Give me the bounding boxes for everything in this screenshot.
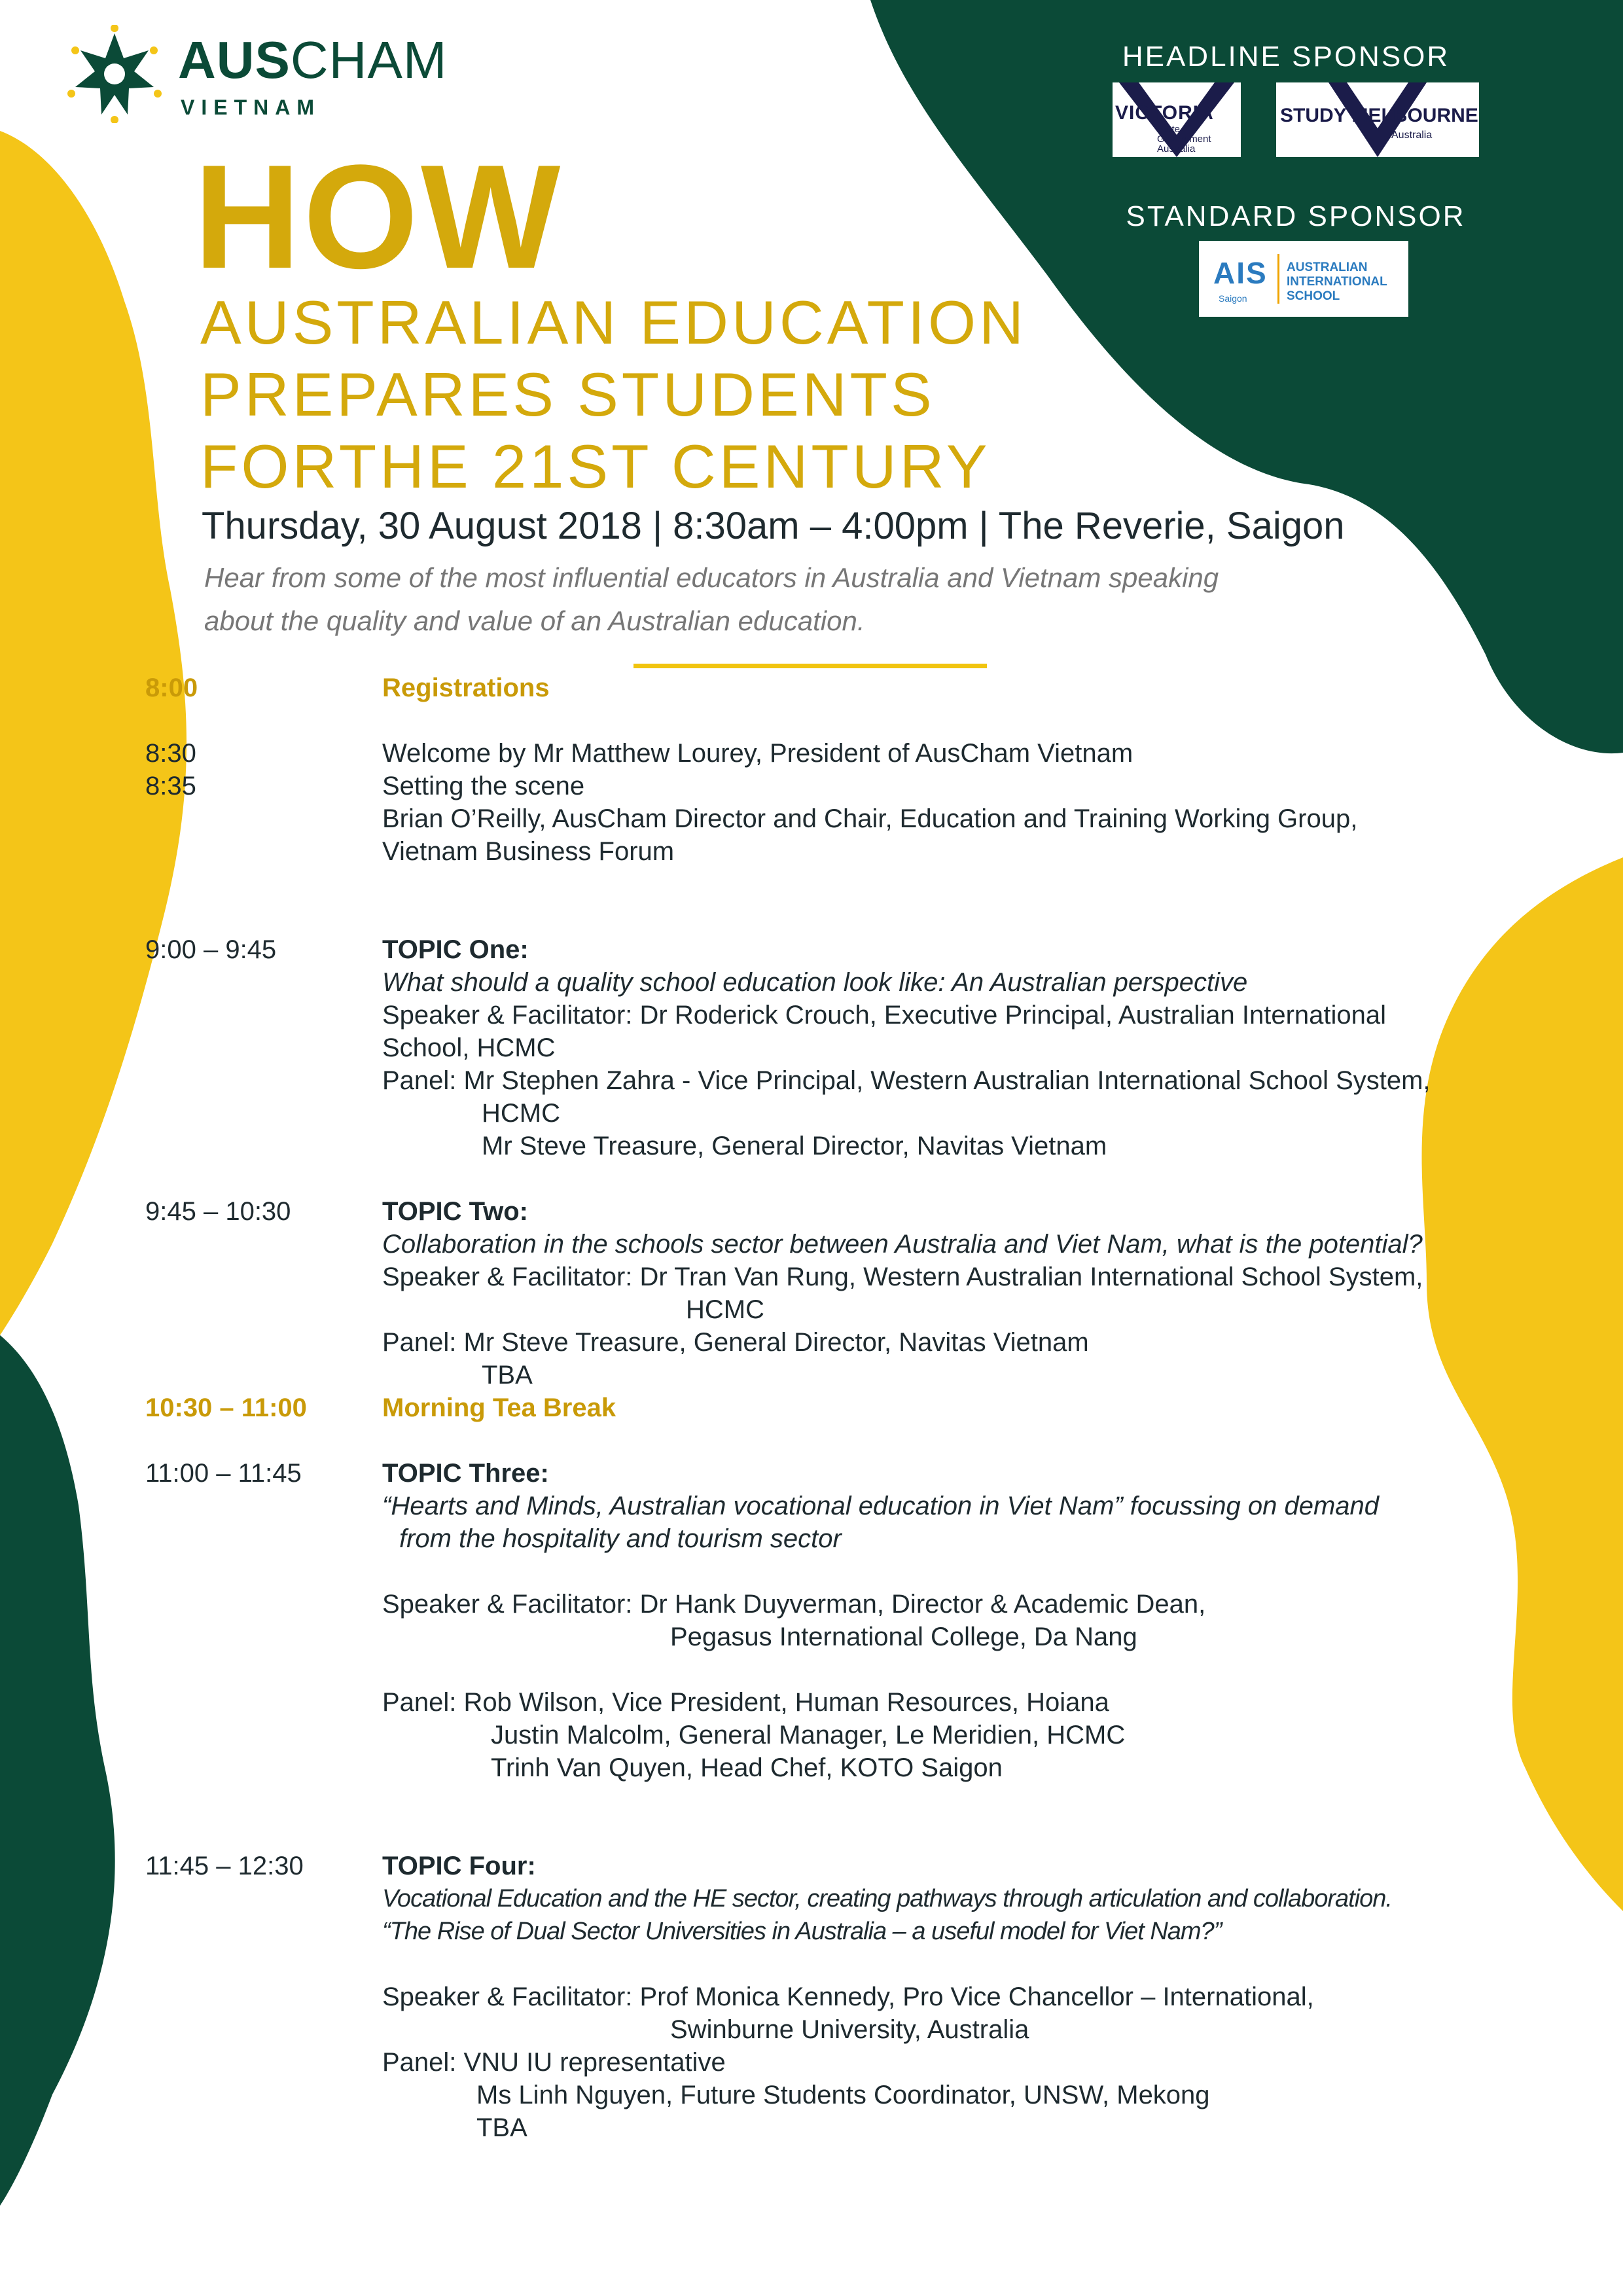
panel-line-1: Panel: Mr Steve Treasure, General Director, Navitas Vietnam [382, 1328, 1089, 1357]
ais-mark: AIS [1213, 256, 1268, 290]
panel-line-3: TBA [476, 2113, 527, 2142]
event-details: Thursday, 30 August 2018 | 8:30am – 4:00pm | The Reverie, Saigon [202, 505, 1345, 547]
intro-line-2: about the quality and value of an Australian education. [204, 605, 865, 636]
panel-line-3: Mr Steve Treasure, General Director, Navitas Vietnam [482, 1132, 1107, 1160]
brand-sub: VIETNAM [181, 96, 321, 119]
agenda-time: 11:00 – 11:45 [145, 1459, 302, 1488]
topic-heading: TOPIC Four: [382, 1852, 536, 1880]
agenda-label: Morning Tea Break [382, 1393, 616, 1422]
speaker-line-1: Speaker & Facilitator: Prof Monica Kennedy, Pro Vice Chancellor – International, [382, 1982, 1314, 2011]
victoria-line3: Australia [1157, 143, 1196, 154]
topic-question-1: “Hearts and Minds, Australian vocational education in Viet Nam” focussing on demand [382, 1492, 1380, 1520]
victoria-line2: Government [1157, 134, 1211, 145]
auscham-logo [65, 25, 448, 123]
agenda-time-1: 8:30 [145, 739, 196, 768]
panel-line-1: Panel: Mr Stephen Zahra - Vice Principal, Western Australian International School System, [382, 1066, 1431, 1095]
ais-sponsor-logo [1199, 241, 1408, 317]
study-melbourne-sponsor-logo [1276, 82, 1479, 157]
topic-question: Collaboration in the schools sector between Australia and Viet Nam, what is the potential? [382, 1230, 1423, 1259]
topic-heading: TOPIC Three: [382, 1459, 549, 1488]
agenda-times [145, 737, 381, 802]
star-logo-icon [65, 25, 164, 123]
agenda-content [382, 1195, 1606, 1391]
title-line-1: AUSTRALIAN EDUCATION [200, 288, 1027, 357]
agenda-label: Registrations [382, 673, 550, 702]
panel-line-2: Justin Malcolm, General Manager, Le Meridien, HCMC [491, 1721, 1126, 1749]
brand-bold: AUS [178, 31, 291, 89]
panel-line-1: Panel: VNU IU representative [382, 2048, 726, 2077]
brand-regular: CHAM [290, 31, 448, 89]
brand-name [178, 31, 448, 89]
headline-sponsor-label: HEADLINE SPONSOR [1122, 41, 1450, 73]
title-how: HOW [194, 134, 563, 299]
title-line-3: FORTHE 21ST CENTURY [200, 432, 991, 501]
ais-city: Saigon [1219, 293, 1247, 304]
victoria-sponsor-logo [1113, 82, 1241, 157]
speaker-line-2: Pegasus International College, Da Nang [670, 1623, 1137, 1651]
speaker-line-1: Speaker & Facilitator: Dr Hank Duyverman, Director & Academic Dean, [382, 1590, 1206, 1619]
intro-line-1: Hear from some of the most influential educators in Australia and Vietnam speaking [204, 562, 1219, 593]
agenda-time-2: 8:35 [145, 772, 196, 800]
standard-sponsor-label: STANDARD SPONSOR [1126, 200, 1466, 232]
study-melbourne-country: Australia [1391, 130, 1433, 141]
topic-question-2: “The Rise of Dual Sector Universities in Australia – a useful model for Viet Nam?” [382, 1918, 1222, 1945]
welcome-line-2: Setting the scene [382, 772, 585, 800]
ais-line1: AUSTRALIAN [1287, 260, 1368, 274]
agenda-content [382, 933, 1606, 1162]
panel-line-3: Trinh Van Quyen, Head Chef, KOTO Saigon [491, 1753, 1003, 1782]
ais-line3: SCHOOL [1287, 289, 1340, 303]
study-melbourne-name: STUDY MELBOURNE [1280, 105, 1478, 126]
welcome-line-3: Brian O’Reilly, AusCham Director and Chair, Education and Training Working Group, [382, 804, 1358, 833]
spacer [382, 1653, 1606, 1686]
agenda-content [382, 1850, 1606, 2144]
topic-question-2: from the hospitality and tourism sector [399, 1524, 842, 1553]
speaker-line-2: School, HCMC [382, 1033, 556, 1062]
topic-heading: TOPIC Two: [382, 1197, 528, 1226]
agenda-content [382, 737, 1606, 868]
agenda-content [382, 1457, 1606, 1784]
speaker-line-2: Swinburne University, Australia [670, 2015, 1029, 2044]
spacer [382, 1555, 1606, 1588]
ais-line2: INTERNATIONAL [1287, 275, 1387, 289]
topic-question-1: Vocational Education and the HE sector, creating pathways through articulation and collaboration. [382, 1885, 1392, 1912]
welcome-line-1: Welcome by Mr Matthew Lourey, President of AusCham Vietnam [382, 739, 1133, 768]
speaker-line-1: Speaker & Facilitator: Dr Roderick Crouch, Executive Principal, Australian International [382, 1001, 1387, 1030]
spacer [382, 1948, 1606, 1981]
panel-line-1: Panel: Rob Wilson, Vice President, Human Resources, Hoiana [382, 1688, 1109, 1717]
panel-line-2: HCMC [482, 1099, 560, 1128]
victoria-line1: State [1157, 124, 1181, 135]
topic-heading: TOPIC One: [382, 935, 529, 964]
topic-question: What should a quality school education look like: An Australian perspective [382, 968, 1248, 997]
ais-divider [1277, 254, 1279, 304]
speaker-line-1: Speaker & Facilitator: Dr Tran Van Rung, Western Australian International School System, [382, 1263, 1423, 1291]
agenda-time: 9:00 – 9:45 [145, 935, 277, 964]
agenda-time: 9:45 – 10:30 [145, 1197, 291, 1226]
panel-line-2: TBA [482, 1361, 533, 1390]
title-line-2: PREPARES STUDENTS [200, 360, 935, 429]
speaker-line-2: HCMC [686, 1295, 764, 1324]
yellow-blob-left [0, 131, 187, 1335]
ais-name [1287, 260, 1387, 304]
intro-text [204, 556, 1382, 643]
agenda-time: 11:45 – 12:30 [145, 1852, 304, 1880]
panel-line-2: Ms Linh Nguyen, Future Students Coordinator, UNSW, Mekong [476, 2081, 1210, 2109]
welcome-line-4: Vietnam Business Forum [382, 837, 675, 866]
agenda-time: 10:30 – 11:00 [145, 1393, 307, 1422]
green-blob-bottom-left [0, 1335, 115, 2206]
victoria-subtext [1157, 124, 1211, 154]
agenda-time: 8:00 [145, 673, 198, 702]
victoria-name: VICTORIA [1115, 102, 1214, 124]
divider-rule [633, 664, 987, 668]
